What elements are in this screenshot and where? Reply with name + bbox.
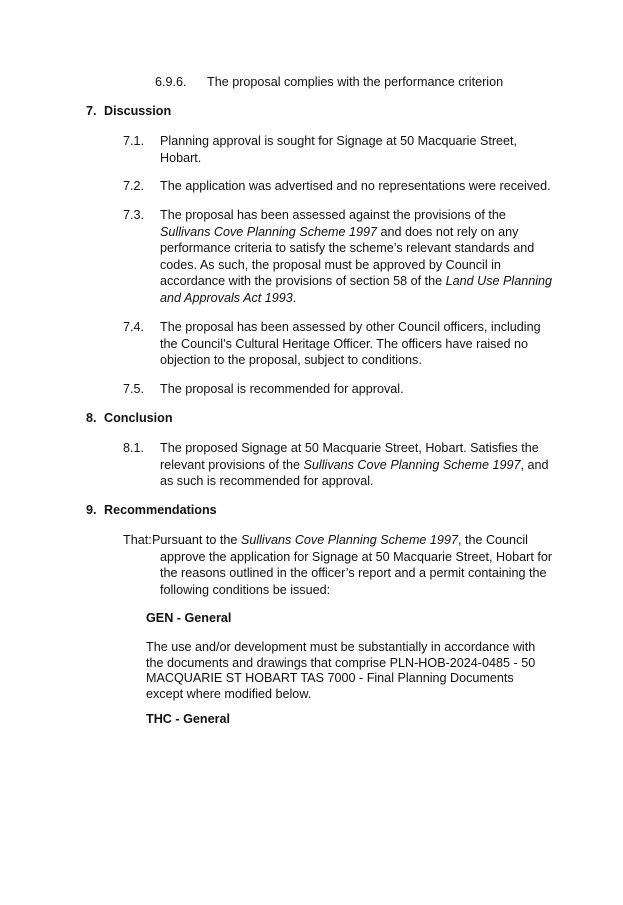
clause-8-1-part-a: The proposed Signage at 50 Macquarie Street, Hobart. Satisfies the relevant provisions of the	[160, 441, 539, 472]
clause-7-3-part-a: The proposal has been assessed against the provisions of the	[160, 208, 506, 222]
clause-number-7-1: 7.1.	[123, 134, 145, 148]
section-7-number: 7.	[86, 104, 97, 118]
section-8-number: 8.	[86, 411, 97, 425]
clause-number-7-5: 7.5.	[123, 382, 145, 396]
clause-number-8-1: 8.1.	[123, 441, 145, 455]
condition-heading-gen: GEN - General	[146, 611, 232, 625]
clause-text-6-9-6: The proposal complies with the performance criterion	[207, 75, 504, 89]
clause-text-7-3	[160, 207, 555, 307]
scheme-title-italic: Sullivans Cove Planning Scheme 1997	[303, 457, 521, 472]
clause-number-7-4: 7.4.	[123, 320, 145, 334]
section-8-title: Conclusion	[104, 411, 173, 425]
clause-number-7-3: 7.3.	[123, 208, 145, 222]
clause-8-1-part-c: , and as such is recommended for approval.	[160, 457, 549, 489]
section-7-title: Discussion	[104, 104, 172, 118]
act-title-italic: Land Use Planning and Approvals Act 1993	[160, 274, 553, 305]
section-9-title: Recommendations	[104, 503, 217, 517]
recommendation-part-c: , the Council approve the application for Signage at 50 Macquarie Street, Hobart for the reasons outlined in the officer’s report and a permit containing the following conditions be issued:	[160, 533, 553, 597]
recommendation-text	[152, 532, 555, 598]
section-9-number: 9.	[86, 503, 97, 517]
that-label: That:	[123, 533, 152, 547]
recommendation-part-a: Pursuant to the	[152, 533, 241, 547]
clause-text-8-1	[160, 440, 555, 490]
clause-text-7-2: The application was advertised and no representations were received.	[160, 179, 551, 193]
clause-number-6-9-6: 6.9.6.	[155, 75, 187, 89]
scheme-title-italic: Sullivans Cove Planning Scheme 1997	[160, 224, 378, 239]
scheme-title-italic: Sullivans Cove Planning Scheme 1997	[240, 533, 458, 547]
clause-text-7-4: The proposal has been assessed by other Council officers, including the Council’s Cultural Heritage Officer. The officers have raised no objection to the proposal, subject to conditions.	[160, 320, 541, 368]
condition-text-gen: The use and/or development must be substantially in accordance with the documents and drawings that comprise PLN-HOB-2024-0485 - 50 MACQUARIE ST HOBART TAS 7000 - Final Planning Documents except where modified below.	[146, 640, 536, 701]
clause-text-7-5: The proposal is recommended for approval.	[160, 382, 404, 396]
clause-7-3-part-e: .	[292, 290, 297, 305]
clause-text-7-1: Planning approval is sought for Signage at 50 Macquarie Street, Hobart.	[160, 134, 518, 165]
clause-number-7-2: 7.2.	[123, 179, 145, 193]
condition-heading-thc: THC - General	[146, 712, 230, 726]
clause-7-3-part-c: and does not rely on any performance criteria to satisfy the scheme’s relevant standards and codes. As such, the proposal must be approved by Council in accordance with the provisions of section 58 of the	[160, 224, 535, 289]
